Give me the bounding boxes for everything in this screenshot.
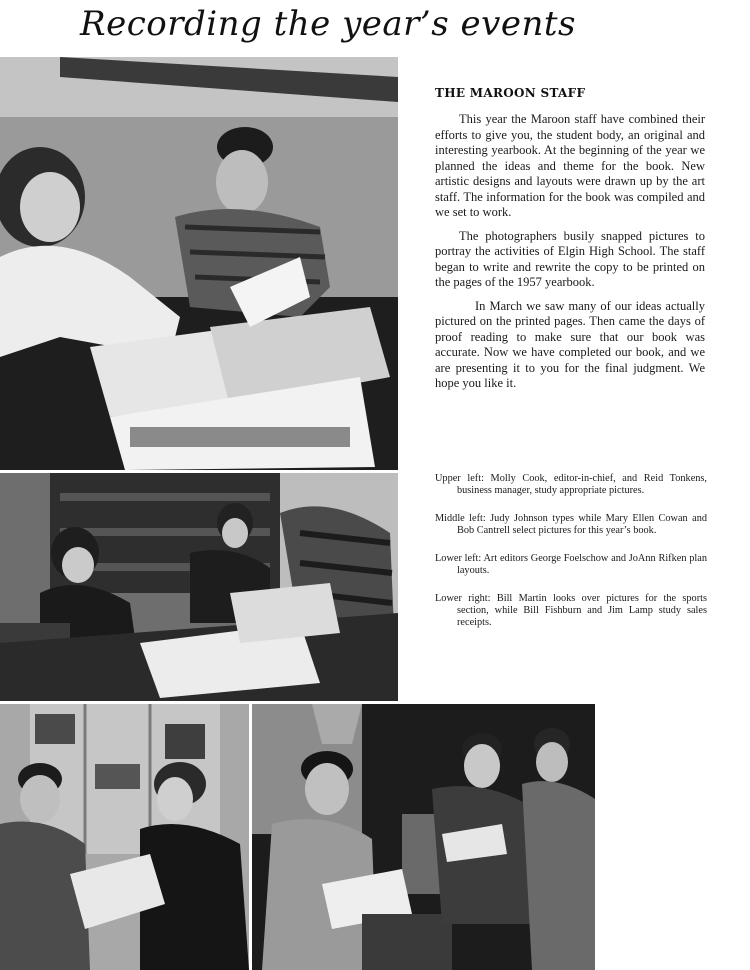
- caption-lower-left: Lower left: Art editors George Foelschow and JoAnn Rifken plan layouts.: [435, 553, 707, 576]
- caption-middle-left: Middle left: Judy Johnson types while Mary Ellen Cowan and Bob Cantrell select pictures for this year’s book.: [435, 513, 707, 536]
- article-body: [435, 112, 705, 400]
- photo-middle-left: [0, 473, 398, 701]
- photo-captions: [435, 473, 707, 645]
- section-heading: THE MAROON STAFF: [435, 86, 586, 100]
- caption-upper-left: Upper left: Molly Cook, editor-in-chief, and Reid Tonkens, business manager, study appropriate pictures.: [435, 473, 707, 496]
- photo-lower-right: [252, 704, 595, 970]
- photo-upper-left: [0, 57, 398, 470]
- article-paragraph-2: The photographers busily snapped pictures to portray the activities of Elgin High School. The staff began to write and rewrite the copy to be printed on the pages of the 1957 yearbook.: [435, 228, 705, 289]
- caption-lower-right: Lower right: Bill Martin looks over pictures for the sports section, while Bill Fishburn and Jim Lamp study sales receipts.: [435, 593, 707, 628]
- article-paragraph-1: This year the Maroon staff have combined their efforts to give you, the student body, an original and interesting yearbook. At the beginning of the year we planned the ideas and theme for the book. New artistic designs and layouts were drawn up by the art staff. The information for the book was compiled and we set to work.: [435, 112, 705, 219]
- photo-lower-left: [0, 704, 249, 970]
- article-paragraph-3: In March we saw many of our ideas actually pictured on the printed pages. Then came the days of proof reading to make sure that our book was accurate. Now we have completed our book, and we are presenting it to you for the final judgment. We hope you like it.: [435, 298, 705, 390]
- page-title: Recording the year’s events: [80, 4, 576, 44]
